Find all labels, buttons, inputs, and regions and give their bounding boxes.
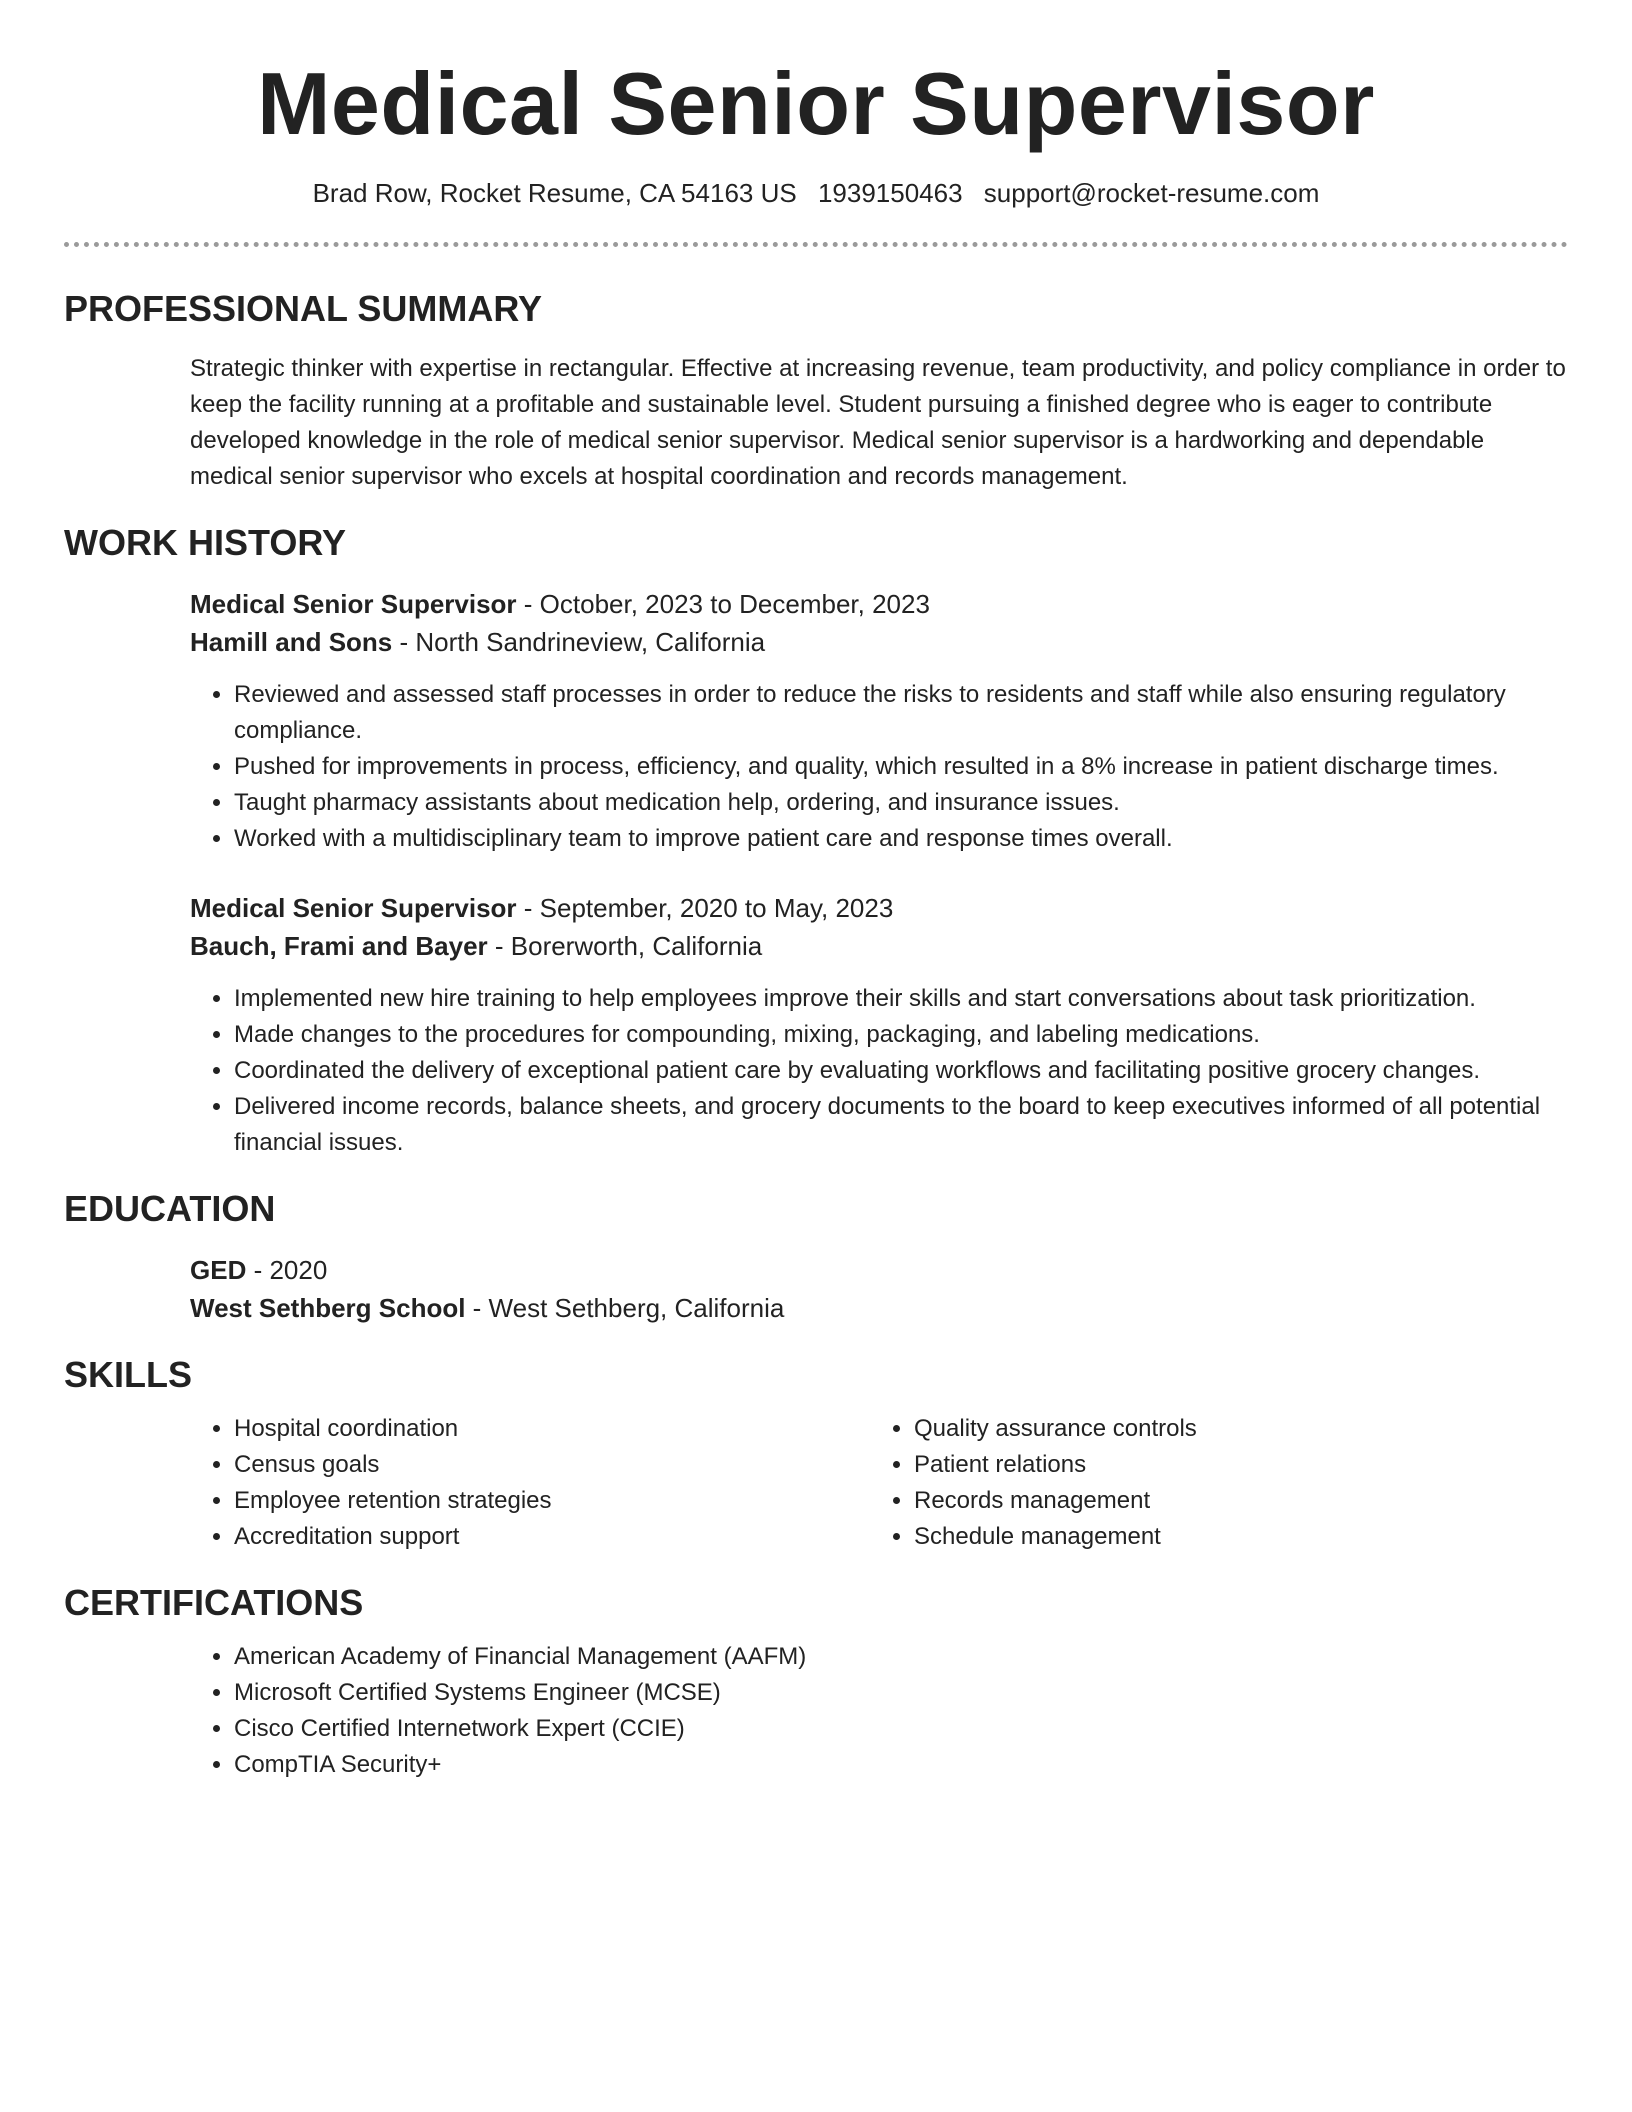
skill-item: • Accreditation support (234, 1519, 870, 1555)
job-bullets (190, 981, 1568, 1161)
skill-item: • Hospital coordination (234, 1411, 870, 1447)
job-bullet: • Made changes to the procedures for compounding, mixing, packaging, and labeling medications. (234, 1017, 1568, 1053)
certifications-section (64, 1581, 1568, 1783)
work-section (64, 521, 1568, 1161)
contact-email: support@rocket-resume.com (983, 178, 1320, 208)
education-degree-line (190, 1251, 1568, 1289)
job-company: Hamill and Sons (190, 627, 393, 657)
certification-item: • CompTIA Security+ (234, 1747, 1568, 1783)
certification-item: • Cisco Certified Internetwork Expert (CCIE) (234, 1711, 1568, 1747)
job-location: - North Sandrineview, California (392, 627, 766, 657)
job-bullet: • Implemented new hire training to help employees improve their skills and start conversations about task prioritization. (234, 981, 1568, 1017)
job-bullet: • Delivered income records, balance sheets, and grocery documents to the board to keep executives informed of all potential financial issues. (234, 1089, 1568, 1161)
skills-heading: SKILLS (64, 1354, 193, 1395)
job-company-line (190, 927, 1568, 965)
certification-item: • American Academy of Financial Management (AAFM) (234, 1639, 1568, 1675)
job-bullet: • Worked with a multidisciplinary team to improve patient care and response times overall. (234, 821, 1568, 857)
job-bullet: • Taught pharmacy assistants about medication help, ordering, and insurance issues. (234, 785, 1568, 821)
summary-section (64, 287, 1568, 495)
skill-item: • Records management (914, 1483, 1550, 1519)
header-divider (64, 242, 1568, 247)
summary-heading: PROFESSIONAL SUMMARY (64, 288, 543, 329)
education-section (64, 1187, 1568, 1327)
job-bullets (190, 677, 1568, 857)
skills-grid (190, 1411, 1568, 1555)
certifications-heading: CERTIFICATIONS (64, 1582, 364, 1623)
skills-section (64, 1353, 1568, 1555)
job-company: Bauch, Frami and Bayer (190, 931, 488, 961)
job-role: Medical Senior Supervisor (190, 893, 517, 923)
certification-item: • Microsoft Certified Systems Engineer (MCSE) (234, 1675, 1568, 1711)
summary-text: Strategic thinker with expertise in rectangular. Effective at increasing revenue, team productivity, and policy compliance in order to keep the facility running at a profitable and sustainable level. Student pursuing a finished degree who is eager to contribute developed knowledge in the role of medical senior supervisor. Medical senior supervisor is a hardworking and dependable medical senior supervisor who excels at hospital coordination and records management. (190, 355, 1566, 490)
certifications-list (190, 1639, 1568, 1783)
job-location: - Borerworth, California (487, 931, 763, 961)
job-dates: - October, 2023 to December, 2023 (516, 589, 930, 619)
education-location: - West Sethberg, California (465, 1293, 785, 1323)
skill-item: • Patient relations (914, 1447, 1550, 1483)
skill-item: • Employee retention strategies (234, 1483, 870, 1519)
job-dates: - September, 2020 to May, 2023 (516, 893, 894, 923)
job-title-line (190, 889, 1568, 927)
education-year: - 2020 (246, 1255, 328, 1285)
education-degree: GED (190, 1255, 247, 1285)
job-bullet: • Reviewed and assessed staff processes in order to reduce the risks to residents and staff while also ensuring regulatory compliance. (234, 677, 1568, 749)
skill-item: • Schedule management (914, 1519, 1550, 1555)
skill-item: • Quality assurance controls (914, 1411, 1550, 1447)
job-entry (190, 585, 1568, 857)
job-company-line (190, 623, 1568, 661)
job-bullet: • Pushed for improvements in process, efficiency, and quality, which resulted in a 8% increase in patient discharge times. (234, 749, 1568, 785)
skill-item: • Census goals (234, 1447, 870, 1483)
contact-info (64, 176, 1568, 210)
contact-address: Brad Row, Rocket Resume, CA 54163 US (312, 178, 797, 208)
skills-column-right (870, 1411, 1550, 1555)
job-role: Medical Senior Supervisor (190, 589, 517, 619)
education-school: West Sethberg School (190, 1293, 466, 1323)
job-entry (190, 889, 1568, 1161)
job-title-line (190, 585, 1568, 623)
education-heading: EDUCATION (64, 1188, 276, 1229)
education-school-line (190, 1289, 1568, 1327)
contact-phone: 1939150463 (817, 178, 963, 208)
skills-column-left (190, 1411, 870, 1555)
job-bullet: • Coordinated the delivery of exceptional patient care by evaluating workflows and facilitating positive grocery changes. (234, 1053, 1568, 1089)
work-heading: WORK HISTORY (64, 522, 347, 563)
resume-title: Medical Senior Supervisor (257, 54, 1375, 153)
